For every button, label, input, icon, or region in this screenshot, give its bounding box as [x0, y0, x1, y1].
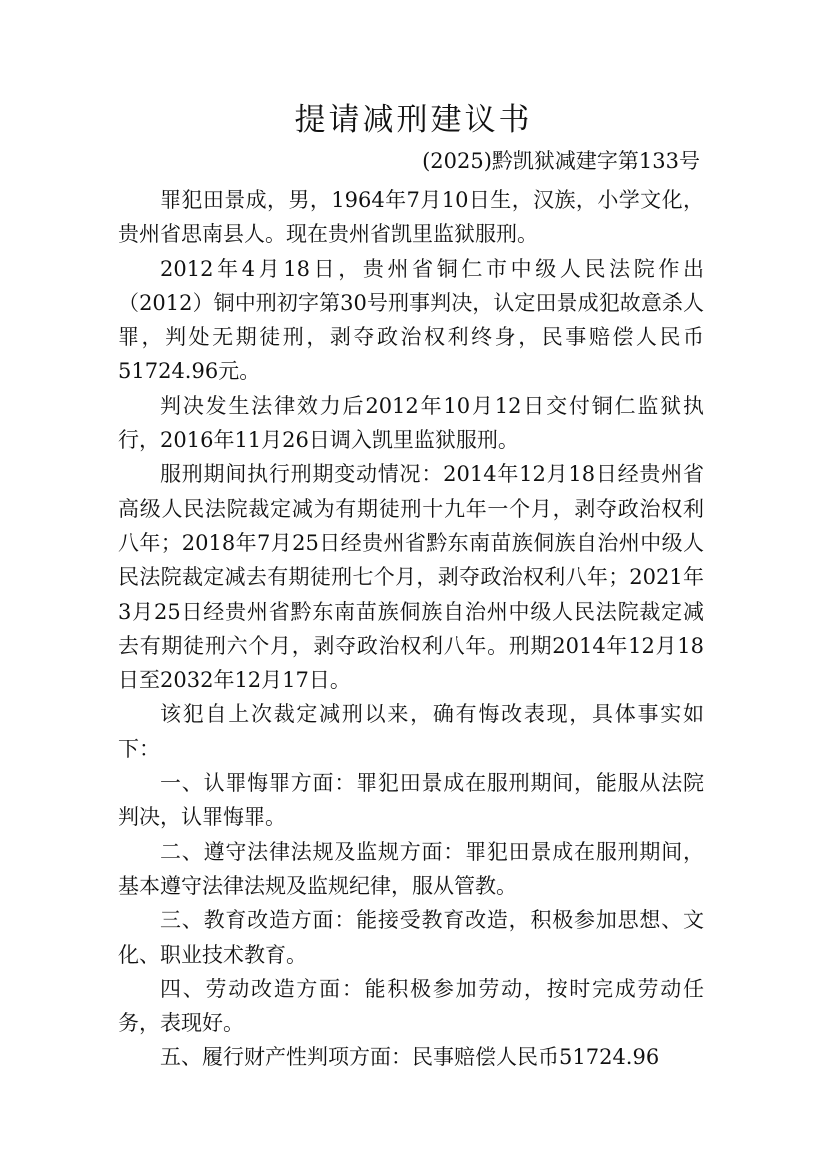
document-title: 提请减刑建议书 — [294, 102, 533, 138]
paragraph-education: 三、教育改造方面：能接受教育改造，积极参加思想、文化、职业技术教育。 — [118, 908, 704, 967]
paragraph-original-judgment: 2012年4月18日，贵州省铜仁市中级人民法院作出（2012）铜中刑初字第30号刑事判决，认定田景成犯故意杀人罪，判处无期徒刑，剥夺政治权利终身，民事赔偿人民币51724.96元。 — [118, 256, 704, 384]
paragraph-sentence-changes: 服刑期间执行刑期变动情况：2014年12月18日经贵州省高级人民法院裁定减为有期徒刑十九年一个月，剥夺政治权利八年；2018年7月25日经贵州省黔东南苗族侗族自治州中级人民法院裁定减去有期徒刑七个月，剥夺政治权利八年；2021年3月25日经贵州省黔东南苗族侗族自治州中级人民法院裁定减去有期徒刑六个月，剥夺政治权利八年。刑期2014年12月18日至2032年12月17日。 — [118, 462, 704, 693]
document-number: (2025)黔凯狱减建字第133号 — [422, 149, 700, 173]
paragraph-labor: 四、劳动改造方面：能积极参加劳动，按时完成劳动任务，表现好。 — [118, 976, 704, 1036]
paragraph-execution: 判决发生法律效力后2012年10月12日交付铜仁监狱执行，2016年11月26日调入凯里监狱服刑。 — [118, 393, 704, 453]
document-body — [118, 183, 704, 1075]
paragraph-admit-guilt: 一、认罪悔罪方面：罪犯田景成在服刑期间，能服从法院判决，认罪悔罪。 — [118, 771, 704, 830]
paragraph-obey-rules: 二、遵守法律法规及监规方面：罪犯田景成在服刑期间，基本遵守法律法规及监规纪律，服从管教。 — [118, 839, 704, 898]
paragraph-property: 五、履行财产性判项方面：民事赔偿人民币51724.96 — [160, 1045, 660, 1070]
paragraph-repentance-intro: 该犯自上次裁定减刑以来，确有悔改表现，具体事实如下： — [118, 702, 704, 761]
paragraph-criminal-info: 罪犯田景成，男，1964年7月10日生，汉族，小学文化，贵州省思南县人。现在贵州省凯里监狱服刑。 — [118, 188, 704, 247]
